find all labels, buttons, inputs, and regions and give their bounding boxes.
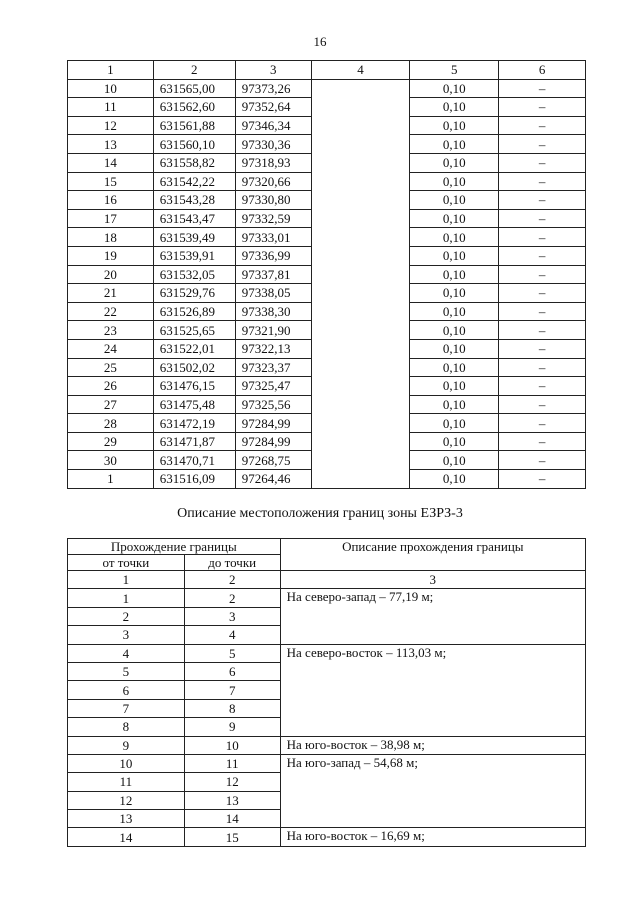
from-point-cell: 2 xyxy=(68,607,185,625)
point-number-cell: 23 xyxy=(68,321,154,340)
description-cell: – xyxy=(499,191,586,210)
point-number-cell: 1 xyxy=(68,470,154,489)
from-point-cell: 1 xyxy=(68,589,185,607)
y-coordinate-cell: 97373,26 xyxy=(235,79,311,98)
x-coordinate-cell: 631542,22 xyxy=(153,172,235,191)
accuracy-cell: 0,10 xyxy=(410,377,499,396)
page-number: 16 xyxy=(313,34,327,49)
boundary-description-cell: На северо-восток – 113,03 м; xyxy=(280,644,585,736)
index-cell: 2 xyxy=(184,571,280,589)
description-cell: – xyxy=(499,284,586,303)
description-cell: – xyxy=(499,302,586,321)
accuracy-cell: 0,10 xyxy=(410,414,499,433)
description-cell: – xyxy=(499,209,586,228)
table-row xyxy=(68,79,586,98)
accuracy-cell: 0,10 xyxy=(410,79,499,98)
boundary-description-cell: На юго-восток – 38,98 м; xyxy=(280,736,585,754)
description-cell: – xyxy=(499,451,586,470)
x-coordinate-cell: 631529,76 xyxy=(153,284,235,303)
from-point-cell: 6 xyxy=(68,681,185,699)
description-cell: – xyxy=(499,358,586,377)
from-point-cell: 4 xyxy=(68,644,185,662)
to-point-cell: 7 xyxy=(184,681,280,699)
from-point-cell: 10 xyxy=(68,754,185,772)
header-from-point: от точки xyxy=(68,555,185,571)
point-number-cell: 15 xyxy=(68,172,154,191)
from-point-cell: 9 xyxy=(68,736,185,754)
y-coordinate-cell: 97338,05 xyxy=(235,284,311,303)
x-coordinate-cell: 631543,47 xyxy=(153,209,235,228)
accuracy-cell: 0,10 xyxy=(410,172,499,191)
y-coordinate-cell: 97321,90 xyxy=(235,321,311,340)
point-number-cell: 13 xyxy=(68,135,154,154)
x-coordinate-cell: 631532,05 xyxy=(153,265,235,284)
y-coordinate-cell: 97336,99 xyxy=(235,246,311,265)
to-point-cell: 14 xyxy=(184,810,280,828)
y-coordinate-cell: 97330,80 xyxy=(235,191,311,210)
y-coordinate-cell: 97337,81 xyxy=(235,265,311,284)
to-point-cell: 11 xyxy=(184,754,280,772)
x-coordinate-cell: 631475,48 xyxy=(153,395,235,414)
table-row xyxy=(68,644,586,662)
column-header: 5 xyxy=(410,61,499,80)
from-point-cell: 12 xyxy=(68,791,185,809)
y-coordinate-cell: 97284,99 xyxy=(235,414,311,433)
coordinates-table xyxy=(67,60,586,489)
accuracy-cell: 0,10 xyxy=(410,432,499,451)
empty-column-cell xyxy=(311,79,410,488)
description-cell: – xyxy=(499,265,586,284)
x-coordinate-cell: 631565,00 xyxy=(153,79,235,98)
point-number-cell: 21 xyxy=(68,284,154,303)
header-description: Описание прохождения границы xyxy=(280,539,585,571)
point-number-cell: 29 xyxy=(68,432,154,451)
x-coordinate-cell: 631470,71 xyxy=(153,451,235,470)
point-number-cell: 17 xyxy=(68,209,154,228)
point-number-cell: 26 xyxy=(68,377,154,396)
index-cell: 1 xyxy=(68,571,185,589)
accuracy-cell: 0,10 xyxy=(410,321,499,340)
point-number-cell: 22 xyxy=(68,302,154,321)
description-cell: – xyxy=(499,246,586,265)
x-coordinate-cell: 631561,88 xyxy=(153,116,235,135)
x-coordinate-cell: 631560,10 xyxy=(153,135,235,154)
y-coordinate-cell: 97264,46 xyxy=(235,470,311,489)
header-boundary-passage: Прохождение границы xyxy=(68,539,281,555)
header-to-point: до точки xyxy=(184,555,280,571)
to-point-cell: 12 xyxy=(184,773,280,791)
boundary-description-cell: На юго-запад – 54,68 м; xyxy=(280,754,585,828)
point-number-cell: 19 xyxy=(68,246,154,265)
to-point-cell: 8 xyxy=(184,699,280,717)
y-coordinate-cell: 97318,93 xyxy=(235,153,311,172)
y-coordinate-cell: 97325,56 xyxy=(235,395,311,414)
x-coordinate-cell: 631522,01 xyxy=(153,339,235,358)
y-coordinate-cell: 97284,99 xyxy=(235,432,311,451)
x-coordinate-cell: 631525,65 xyxy=(153,321,235,340)
point-number-cell: 14 xyxy=(68,153,154,172)
accuracy-cell: 0,10 xyxy=(410,451,499,470)
column-header: 2 xyxy=(153,61,235,80)
accuracy-cell: 0,10 xyxy=(410,116,499,135)
from-point-cell: 14 xyxy=(68,828,185,846)
y-coordinate-cell: 97330,36 xyxy=(235,135,311,154)
x-coordinate-cell: 631543,28 xyxy=(153,191,235,210)
accuracy-cell: 0,10 xyxy=(410,191,499,210)
x-coordinate-cell: 631502,02 xyxy=(153,358,235,377)
point-number-cell: 20 xyxy=(68,265,154,284)
boundary-description-cell: На юго-восток – 16,69 м; xyxy=(280,828,585,846)
description-cell: – xyxy=(499,116,586,135)
table-row xyxy=(68,736,586,754)
y-coordinate-cell: 97268,75 xyxy=(235,451,311,470)
description-cell: – xyxy=(499,470,586,489)
to-point-cell: 2 xyxy=(184,589,280,607)
index-cell: 3 xyxy=(280,571,585,589)
coordinates-header-row xyxy=(68,61,586,80)
from-point-cell: 8 xyxy=(68,718,185,736)
x-coordinate-cell: 631472,19 xyxy=(153,414,235,433)
point-number-cell: 10 xyxy=(68,79,154,98)
accuracy-cell: 0,10 xyxy=(410,358,499,377)
description-cell: – xyxy=(499,135,586,154)
accuracy-cell: 0,10 xyxy=(410,339,499,358)
to-point-cell: 15 xyxy=(184,828,280,846)
y-coordinate-cell: 97325,47 xyxy=(235,377,311,396)
to-point-cell: 10 xyxy=(184,736,280,754)
description-cell: – xyxy=(499,377,586,396)
to-point-cell: 5 xyxy=(184,644,280,662)
point-number-cell: 30 xyxy=(68,451,154,470)
section-title: Описание местоположения границ зоны ЕЗРЗ-3 xyxy=(177,506,463,521)
x-coordinate-cell: 631516,09 xyxy=(153,470,235,489)
y-coordinate-cell: 97346,34 xyxy=(235,116,311,135)
point-number-cell: 27 xyxy=(68,395,154,414)
accuracy-cell: 0,10 xyxy=(410,302,499,321)
description-cell: – xyxy=(499,153,586,172)
from-point-cell: 7 xyxy=(68,699,185,717)
point-number-cell: 12 xyxy=(68,116,154,135)
x-coordinate-cell: 631526,89 xyxy=(153,302,235,321)
accuracy-cell: 0,10 xyxy=(410,135,499,154)
column-header: 6 xyxy=(499,61,586,80)
accuracy-cell: 0,10 xyxy=(410,228,499,247)
accuracy-cell: 0,10 xyxy=(410,98,499,117)
boundary-description-cell: На северо-запад – 77,19 м; xyxy=(280,589,585,644)
accuracy-cell: 0,10 xyxy=(410,209,499,228)
point-number-cell: 16 xyxy=(68,191,154,210)
from-point-cell: 3 xyxy=(68,626,185,644)
column-header: 1 xyxy=(68,61,154,80)
accuracy-cell: 0,10 xyxy=(410,246,499,265)
table-row xyxy=(68,589,586,607)
to-point-cell: 6 xyxy=(184,662,280,680)
x-coordinate-cell: 631539,49 xyxy=(153,228,235,247)
description-cell: – xyxy=(499,339,586,358)
y-coordinate-cell: 97322,13 xyxy=(235,339,311,358)
y-coordinate-cell: 97320,66 xyxy=(235,172,311,191)
to-point-cell: 13 xyxy=(184,791,280,809)
point-number-cell: 25 xyxy=(68,358,154,377)
table-row xyxy=(68,828,586,846)
description-cell: – xyxy=(499,79,586,98)
description-cell: – xyxy=(499,414,586,433)
accuracy-cell: 0,10 xyxy=(410,153,499,172)
description-cell: – xyxy=(499,432,586,451)
column-header: 4 xyxy=(311,61,410,80)
column-header: 3 xyxy=(235,61,311,80)
table-row xyxy=(68,754,586,772)
y-coordinate-cell: 97352,64 xyxy=(235,98,311,117)
to-point-cell: 9 xyxy=(184,718,280,736)
to-point-cell: 3 xyxy=(184,607,280,625)
x-coordinate-cell: 631558,82 xyxy=(153,153,235,172)
point-number-cell: 11 xyxy=(68,98,154,117)
description-cell: – xyxy=(499,98,586,117)
boundary-description-table xyxy=(67,538,586,847)
description-cell: – xyxy=(499,228,586,247)
x-coordinate-cell: 631562,60 xyxy=(153,98,235,117)
from-point-cell: 5 xyxy=(68,662,185,680)
y-coordinate-cell: 97338,30 xyxy=(235,302,311,321)
y-coordinate-cell: 97332,59 xyxy=(235,209,311,228)
point-number-cell: 28 xyxy=(68,414,154,433)
y-coordinate-cell: 97323,37 xyxy=(235,358,311,377)
description-cell: – xyxy=(499,172,586,191)
description-cell: – xyxy=(499,321,586,340)
point-number-cell: 18 xyxy=(68,228,154,247)
x-coordinate-cell: 631476,15 xyxy=(153,377,235,396)
accuracy-cell: 0,10 xyxy=(410,284,499,303)
accuracy-cell: 0,10 xyxy=(410,395,499,414)
x-coordinate-cell: 631539,91 xyxy=(153,246,235,265)
accuracy-cell: 0,10 xyxy=(410,470,499,489)
to-point-cell: 4 xyxy=(184,626,280,644)
description-cell: – xyxy=(499,395,586,414)
from-point-cell: 11 xyxy=(68,773,185,791)
point-number-cell: 24 xyxy=(68,339,154,358)
y-coordinate-cell: 97333,01 xyxy=(235,228,311,247)
x-coordinate-cell: 631471,87 xyxy=(153,432,235,451)
accuracy-cell: 0,10 xyxy=(410,265,499,284)
from-point-cell: 13 xyxy=(68,810,185,828)
